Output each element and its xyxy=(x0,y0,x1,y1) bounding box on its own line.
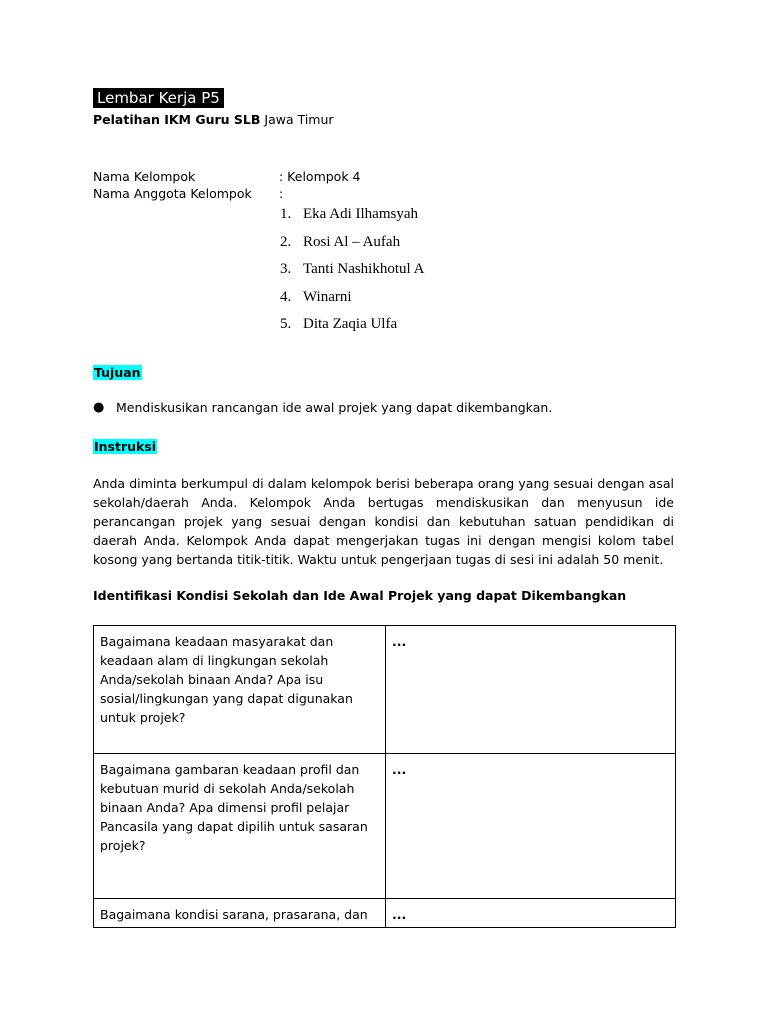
table-row xyxy=(94,899,676,928)
question-cell: Bagaimana gambaran keadaan profil dan kebutuan murid di sekolah Anda/sekolah binaan Anda? Apa dimensi profil pelajar Pancasila yang dapat dipilih untuk sasaran projek? xyxy=(94,754,386,899)
answer-cell[interactable]: ... xyxy=(386,626,676,754)
list-number: 4. xyxy=(280,288,292,305)
group-name-label: Nama Kelompok xyxy=(93,169,196,184)
question-cell: Bagaimana keadaan masyarakat dan keadaan alam di lingkungan sekolah Anda/sekolah binaan Anda? Apa isu sosial/lingkungan yang dapat digunakan untuk projek? xyxy=(94,626,386,754)
members-label: Nama Anggota Kelompok xyxy=(93,186,252,201)
identification-table xyxy=(93,625,676,928)
instruksi-heading-wrap xyxy=(93,436,157,455)
page-subtitle xyxy=(93,112,334,127)
list-number: 2. xyxy=(280,233,292,250)
members-colon: : xyxy=(279,186,284,201)
member-name: Rosi Al – Aufah xyxy=(303,233,401,250)
list-number: 3. xyxy=(280,261,292,277)
question-cell: Bagaimana kondisi sarana, prasarana, dan xyxy=(94,899,386,928)
member-name: Dita Zaqia Ulfa xyxy=(303,316,398,332)
tujuan-heading-wrap xyxy=(93,362,142,381)
members-list xyxy=(280,206,424,344)
instruksi-heading: Instruksi xyxy=(94,439,157,454)
tujuan-bullet xyxy=(93,400,552,415)
member-name: Winarni xyxy=(303,288,352,305)
table-row xyxy=(94,626,676,754)
answer-cell[interactable]: ... xyxy=(386,899,676,928)
member-name: Tanti Nashikhotul A xyxy=(303,261,425,277)
subtitle-bold: Pelatihan IKM Guru SLB xyxy=(93,112,261,127)
group-name-value: : Kelompok 4 xyxy=(279,169,361,184)
list-item xyxy=(280,316,424,344)
table-row xyxy=(94,754,676,899)
instruksi-paragraph: Anda diminta berkumpul di dalam kelompok berisi beberapa orang yang sesuai dengan asal sekolah/daerah Anda. Kelompok Anda bertugas mendiskusikan dan menyusun ide perancangan projek yang sesuai dengan kondisi dan kebutuhan satuan pendidikan di daerah Anda. Kelompok Anda dapat mengerjakan tugas ini dengan mengisi kolom tabel kosong yang bertanda titik-titik. Waktu untuk pengerjaan tugas di sesi ini adalah 50 menit. xyxy=(93,476,674,567)
section-title: Identifikasi Kondisi Sekolah dan Ide Awal Projek yang dapat Dikembangkan xyxy=(93,588,627,603)
list-item xyxy=(280,261,424,289)
list-item xyxy=(280,234,424,262)
page-title: Lembar Kerja P5 xyxy=(93,88,224,108)
list-item xyxy=(280,206,424,234)
bullet-icon: ● xyxy=(93,400,105,415)
answer-cell[interactable]: ... xyxy=(386,754,676,899)
tujuan-heading: Tujuan xyxy=(94,365,141,380)
list-number: 5. xyxy=(280,316,292,332)
list-item xyxy=(280,289,424,317)
list-number: 1. xyxy=(280,206,292,222)
subtitle-rest: Jawa Timur xyxy=(260,112,334,127)
tujuan-bullet-text: Mendiskusikan rancangan ide awal projek yang dapat dikembangkan. xyxy=(116,400,553,415)
member-name: Eka Adi Ilhamsyah xyxy=(303,206,418,222)
